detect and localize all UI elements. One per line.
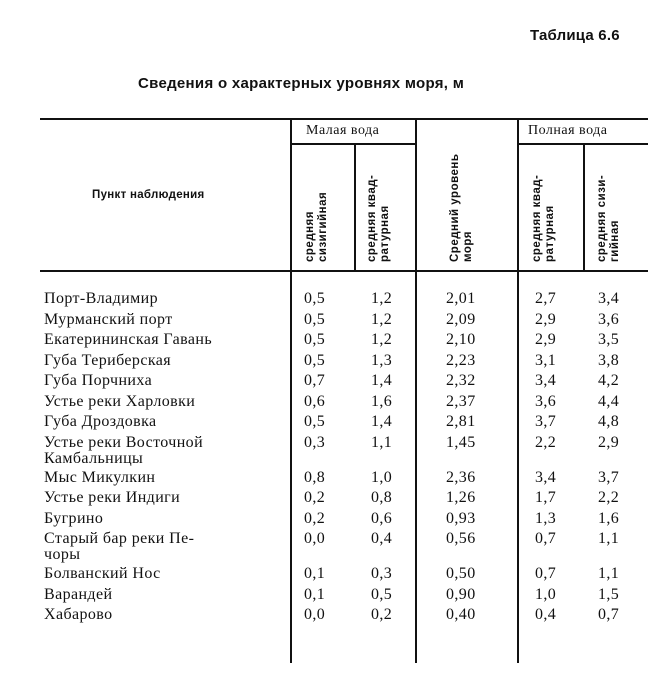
table-row: [0, 511, 663, 532]
cell-high-neap: 3,7: [535, 413, 557, 430]
cell-mean-level: 2,36: [446, 468, 476, 486]
cell-high-spring: 3,8: [598, 351, 620, 369]
station-name-line: Варандей: [44, 585, 113, 603]
cell-low-spring: 0,0: [304, 606, 326, 623]
header-low-spring: [304, 192, 330, 262]
cell-station: [44, 332, 212, 348]
table-row: [0, 373, 663, 394]
cell-station: [44, 587, 112, 603]
header-low-spring-line1: средняя: [304, 211, 316, 262]
cell-low-neap: 0,5: [371, 585, 393, 603]
table-row: [0, 435, 663, 470]
cell-low-spring: 0,1: [304, 565, 326, 582]
cell-low-neap: 0,6: [371, 509, 393, 527]
station-name-line: чоры: [44, 546, 81, 563]
cell-low-neap: 1,6: [371, 392, 393, 410]
table-row: [0, 312, 663, 333]
header-mean-level-line2: моря: [462, 231, 474, 262]
cell-mean-level: 0,90: [446, 585, 476, 603]
cell-high-spring: 1,1: [598, 565, 620, 582]
cell-mean-level: 2,81: [446, 413, 476, 430]
cell-mean-level: 2,37: [446, 392, 476, 410]
table-row: [0, 607, 663, 628]
cell-high-neap: 2,2: [535, 433, 557, 451]
cell-low-spring: 0,7: [304, 372, 326, 389]
cell-mean-level: 2,09: [446, 310, 476, 328]
cell-station: [44, 353, 171, 369]
col-rule-2: [354, 144, 356, 270]
cell-high-spring: 1,6: [598, 509, 620, 527]
cell-high-spring: 2,9: [598, 433, 620, 451]
cell-low-spring: 0,1: [304, 585, 326, 603]
station-name-line: Камбальницы: [44, 449, 144, 467]
cell-high-neap: 2,7: [535, 290, 557, 307]
cell-high-spring: 3,4: [598, 290, 620, 307]
cell-low-spring: 0,5: [304, 310, 326, 328]
header-bottom-rule: [40, 270, 648, 272]
station-name-line: Старый бар реки Пе-: [44, 530, 195, 547]
cell-high-neap: 0,7: [535, 530, 557, 547]
header-low-water: Малая вода: [306, 123, 380, 138]
cell-high-neap: 3,4: [535, 372, 557, 389]
cell-mean-level: 2,23: [446, 351, 476, 369]
cell-high-spring: 1,1: [598, 530, 620, 547]
cell-station: [44, 470, 155, 486]
cell-mean-level: 2,01: [446, 290, 476, 307]
header-high-neap-line2: ратурная: [544, 205, 556, 262]
cell-station: [44, 394, 195, 410]
cell-low-neap: 1,2: [371, 290, 393, 307]
table-row: [0, 291, 663, 312]
cell-low-neap: 1,4: [371, 413, 393, 430]
header-high-spring: [596, 175, 622, 262]
cell-station: [44, 511, 103, 527]
cell-high-neap: 3,1: [535, 351, 557, 369]
cell-station: [44, 373, 152, 389]
cell-low-neap: 1,2: [371, 310, 393, 328]
station-name-line: Губа Дроздовка: [44, 413, 157, 430]
table-row: [0, 414, 663, 435]
cell-low-neap: 1,1: [371, 433, 393, 451]
cell-low-spring: 0,2: [304, 509, 326, 527]
table-number: Таблица 6.6: [530, 27, 620, 44]
header-high-spring-line2: гийная: [609, 220, 621, 262]
header-mean-level: [449, 154, 475, 262]
cell-high-neap: 2,9: [535, 331, 557, 348]
cell-mean-level: 0,56: [446, 530, 476, 547]
cell-low-neap: 1,4: [371, 372, 393, 389]
cell-high-neap: 2,9: [535, 310, 557, 328]
cell-station: [44, 414, 157, 430]
station-name-line: Хабарово: [44, 606, 113, 623]
cell-mean-level: 0,40: [446, 606, 476, 623]
station-name-line: Устье реки Харловки: [44, 392, 196, 410]
table-row: [0, 566, 663, 587]
cell-low-spring: 0,5: [304, 413, 326, 430]
cell-low-neap: 1,2: [371, 331, 393, 348]
cell-high-spring: 4,8: [598, 413, 620, 430]
station-name-line: Губа Порчниха: [44, 372, 153, 389]
cell-low-spring: 0,5: [304, 351, 326, 369]
header-high-water: Полная вода: [528, 123, 608, 138]
cell-low-spring: 0,5: [304, 331, 326, 348]
cell-low-neap: 0,2: [371, 606, 393, 623]
cell-high-spring: 3,6: [598, 310, 620, 328]
table-row: [0, 394, 663, 415]
cell-mean-level: 1,45: [446, 433, 476, 451]
cell-mean-level: 2,32: [446, 372, 476, 389]
cell-mean-level: 2,10: [446, 331, 476, 348]
table-row: [0, 332, 663, 353]
station-name-line: Болванский Нос: [44, 565, 161, 582]
group-rule-low: [290, 143, 415, 145]
table-body: [0, 291, 663, 628]
station-name-line: Мурманский порт: [44, 310, 173, 328]
cell-station: [44, 435, 203, 467]
table-row: [0, 353, 663, 374]
header-high-spring-line1: средняя сизи-: [596, 174, 608, 262]
header-low-neap-line1: средняя квад-: [366, 174, 378, 262]
cell-low-neap: 1,3: [371, 351, 393, 369]
station-name-line: Екатерининская Гавань: [44, 331, 213, 348]
cell-low-spring: 0,5: [304, 290, 326, 307]
table-title: Сведения о характерных уровнях моря, м: [138, 75, 465, 92]
cell-low-neap: 0,3: [371, 565, 393, 582]
header-low-neap: [366, 175, 392, 262]
header-station: Пункт наблюдения: [92, 189, 205, 201]
cell-high-neap: 0,4: [535, 606, 557, 623]
cell-high-neap: 1,7: [535, 489, 557, 506]
header-low-spring-line2: сизигийная: [317, 191, 329, 262]
cell-mean-level: 0,50: [446, 565, 476, 582]
cell-high-spring: 1,5: [598, 585, 620, 603]
cell-low-spring: 0,2: [304, 489, 326, 506]
cell-high-spring: 4,4: [598, 392, 620, 410]
cell-low-spring: 0,6: [304, 392, 326, 410]
station-name-line: Порт-Владимир: [44, 290, 159, 307]
cell-low-spring: 0,3: [304, 433, 326, 451]
cell-station: [44, 566, 161, 582]
cell-low-neap: 1,0: [371, 468, 393, 486]
cell-high-neap: 3,6: [535, 392, 557, 410]
cell-station: [44, 291, 158, 307]
header-low-neap-line2: ратурная: [379, 205, 391, 262]
cell-high-spring: 3,5: [598, 331, 620, 348]
col-rule-5: [583, 144, 585, 270]
station-name-line: Устье реки Индиги: [44, 489, 181, 506]
cell-station: [44, 607, 113, 623]
table-row: [0, 470, 663, 491]
cell-station: [44, 490, 180, 506]
cell-high-neap: 1,3: [535, 509, 557, 527]
cell-high-spring: 4,2: [598, 372, 620, 389]
cell-high-spring: 3,7: [598, 468, 620, 486]
header-mean-level-line1: Средний уровень: [449, 153, 461, 262]
cell-mean-level: 1,26: [446, 489, 476, 506]
cell-low-spring: 0,8: [304, 468, 326, 486]
table-row: [0, 587, 663, 608]
cell-mean-level: 0,93: [446, 509, 476, 527]
cell-low-neap: 0,8: [371, 489, 393, 506]
header-high-neap: [531, 175, 557, 262]
table-top-rule: [40, 118, 648, 120]
station-name-line: Бугрино: [44, 509, 104, 527]
table-row: [0, 531, 663, 566]
cell-high-neap: 0,7: [535, 565, 557, 582]
cell-low-spring: 0,0: [304, 530, 326, 547]
cell-station: [44, 531, 194, 563]
cell-high-neap: 1,0: [535, 585, 557, 603]
cell-high-neap: 3,4: [535, 468, 557, 486]
station-name-line: Устье реки Восточной: [44, 433, 204, 451]
cell-low-neap: 0,4: [371, 530, 393, 547]
station-name-line: Мыс Микулкин: [44, 468, 156, 486]
station-name-line: Губа Териберская: [44, 351, 172, 369]
cell-high-spring: 0,7: [598, 606, 620, 623]
header-high-neap-line1: средняя квад-: [531, 174, 543, 262]
cell-station: [44, 312, 173, 328]
table-row: [0, 490, 663, 511]
cell-high-spring: 2,2: [598, 489, 620, 506]
